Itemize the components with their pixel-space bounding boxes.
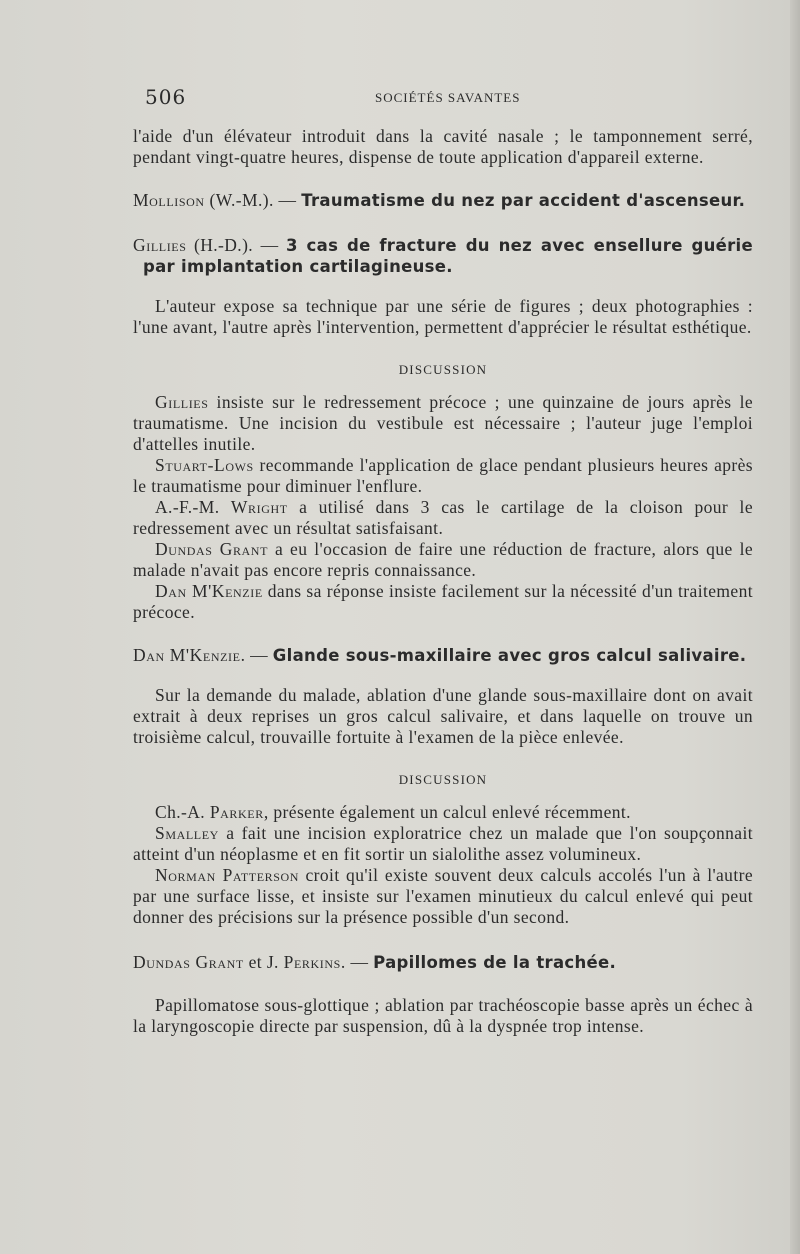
entry-author: Gillies xyxy=(133,235,187,255)
discussion-section-2 xyxy=(133,772,753,928)
discussion-paragraph xyxy=(133,823,753,865)
discussion-paragraph xyxy=(133,392,753,455)
discussion-text: , présente également un calcul enlevé récemment. xyxy=(263,802,631,822)
discussion-text: recommande l'application de glace pendant plusieurs heures après le traumatisme pour diminuer l'enflure. xyxy=(133,455,753,496)
discussion-text: croit qu'il existe souvent deux calculs accolés l'un à l'autre par une surface lisse, et insiste sur l'examen minutieux du calcul enlevé qui peut donner des précisions sur la présence possible d'un second. xyxy=(133,865,753,927)
entry-gillies xyxy=(133,235,753,338)
discussion-heading: DISCUSSION xyxy=(398,362,488,377)
discussion-heading: DISCUSSION xyxy=(398,772,488,787)
entry-author: Dundas Grant xyxy=(133,952,244,972)
entry-author: Mollison xyxy=(133,190,205,210)
discussion-text: a utilisé dans 3 cas le cartilage de la cloison pour le redressement avec un résultat satisfaisant. xyxy=(133,497,753,538)
page-number: 506 xyxy=(145,85,187,109)
speaker-name: Dan M'Kenzie xyxy=(155,581,263,601)
speaker-initials: A.-F.-M. xyxy=(155,497,231,517)
discussion-paragraph xyxy=(133,581,753,623)
entry-mkenzie xyxy=(133,645,753,748)
speaker-name: Dundas Grant xyxy=(155,539,269,559)
speaker-prefix: Ch.-A. xyxy=(155,802,210,822)
discussion-section-1 xyxy=(133,362,753,623)
entry-body: Sur la demande du malade, ablation d'une glande sous-maxillaire dont on avait extrait à deux reprises un gros calcul salivaire, et dans laquelle on trouve un troisième calcul, trouvaille fortuite à l'examen de la pièce enlevée. xyxy=(133,685,753,747)
entry-dundas-grant xyxy=(133,952,753,1037)
discussion-paragraph xyxy=(133,455,753,497)
discussion-text: a eu l'occasion de faire une réduction de fracture, alors que le malade n'avait pas encore repris connaissance. xyxy=(133,539,753,580)
entry-initials: (H.-D.). — xyxy=(186,235,286,255)
speaker-name: Wright xyxy=(230,497,288,517)
entry-heading xyxy=(133,645,753,666)
discussion-paragraph xyxy=(133,497,753,539)
speaker-name: Parker xyxy=(209,802,264,822)
page-header xyxy=(145,85,640,113)
speaker-name: Gillies xyxy=(155,392,209,412)
entry-dash: . — xyxy=(340,952,374,972)
discussion-text: a fait une incision exploratrice chez un malade que l'on soupçonnait atteint d'un néoplasme et en fit sortir un sialolithe assez volumineux. xyxy=(133,823,753,864)
entry-initials: (W.-M.). — xyxy=(204,190,302,210)
entry-title: Papillomes de la trachée. xyxy=(373,953,617,972)
page-edge xyxy=(790,0,800,1254)
entry-connector: et J. xyxy=(243,952,284,972)
text-column xyxy=(133,126,753,1037)
running-head: SOCIÉTÉS SAVANTES xyxy=(375,90,521,105)
entry-body: L'auteur expose sa technique par une série de figures ; deux photographies : l'une avant, l'autre après l'intervention, permettent d'apprécier le résultat esthétique. xyxy=(133,296,753,337)
discussion-text: dans sa réponse insiste facilement sur la nécessité d'un traitement précoce. xyxy=(133,581,753,622)
entry-title: 3 cas de fracture du nez avec ensellure guérie par implantation cartilagineuse. xyxy=(143,236,753,276)
entry-heading xyxy=(133,952,753,973)
discussion-paragraph xyxy=(133,802,753,823)
entry-initials: . — xyxy=(240,645,273,665)
entry-body: Papillomatose sous-glottique ; ablation par trachéoscopie basse après un échec à la laryngoscopie directe par suspension, dû à la dyspnée trop intense. xyxy=(133,995,753,1036)
speaker-name: Smalley xyxy=(155,823,219,843)
entry-mollison xyxy=(133,190,753,211)
entry-title: Traumatisme du nez par accident d'ascenseur. xyxy=(301,191,746,210)
speaker-name: Norman Patterson xyxy=(155,865,300,885)
entry-title: Glande sous-maxillaire avec gros calcul salivaire. xyxy=(272,646,747,665)
discussion-text: insiste sur le redressement précoce ; une quinzaine de jours après le traumatisme. Une incision du vestibule est nécessaire ; l'auteur juge l'emploi d'attelles inutile. xyxy=(133,392,753,454)
speaker-name: Stuart-Lows xyxy=(155,455,254,475)
entry-author: Dan M'Kenzie xyxy=(133,645,241,665)
discussion-paragraph xyxy=(133,539,753,581)
entry-heading xyxy=(133,190,753,211)
entry-heading xyxy=(133,235,753,277)
intro-paragraph: l'aide d'un élévateur introduit dans la cavité nasale ; le tamponnement serré, pendant vingt-quatre heures, dispense de toute application d'appareil externe. xyxy=(133,126,753,167)
discussion-paragraph xyxy=(133,865,753,928)
entry-author: Perkins xyxy=(283,952,341,972)
